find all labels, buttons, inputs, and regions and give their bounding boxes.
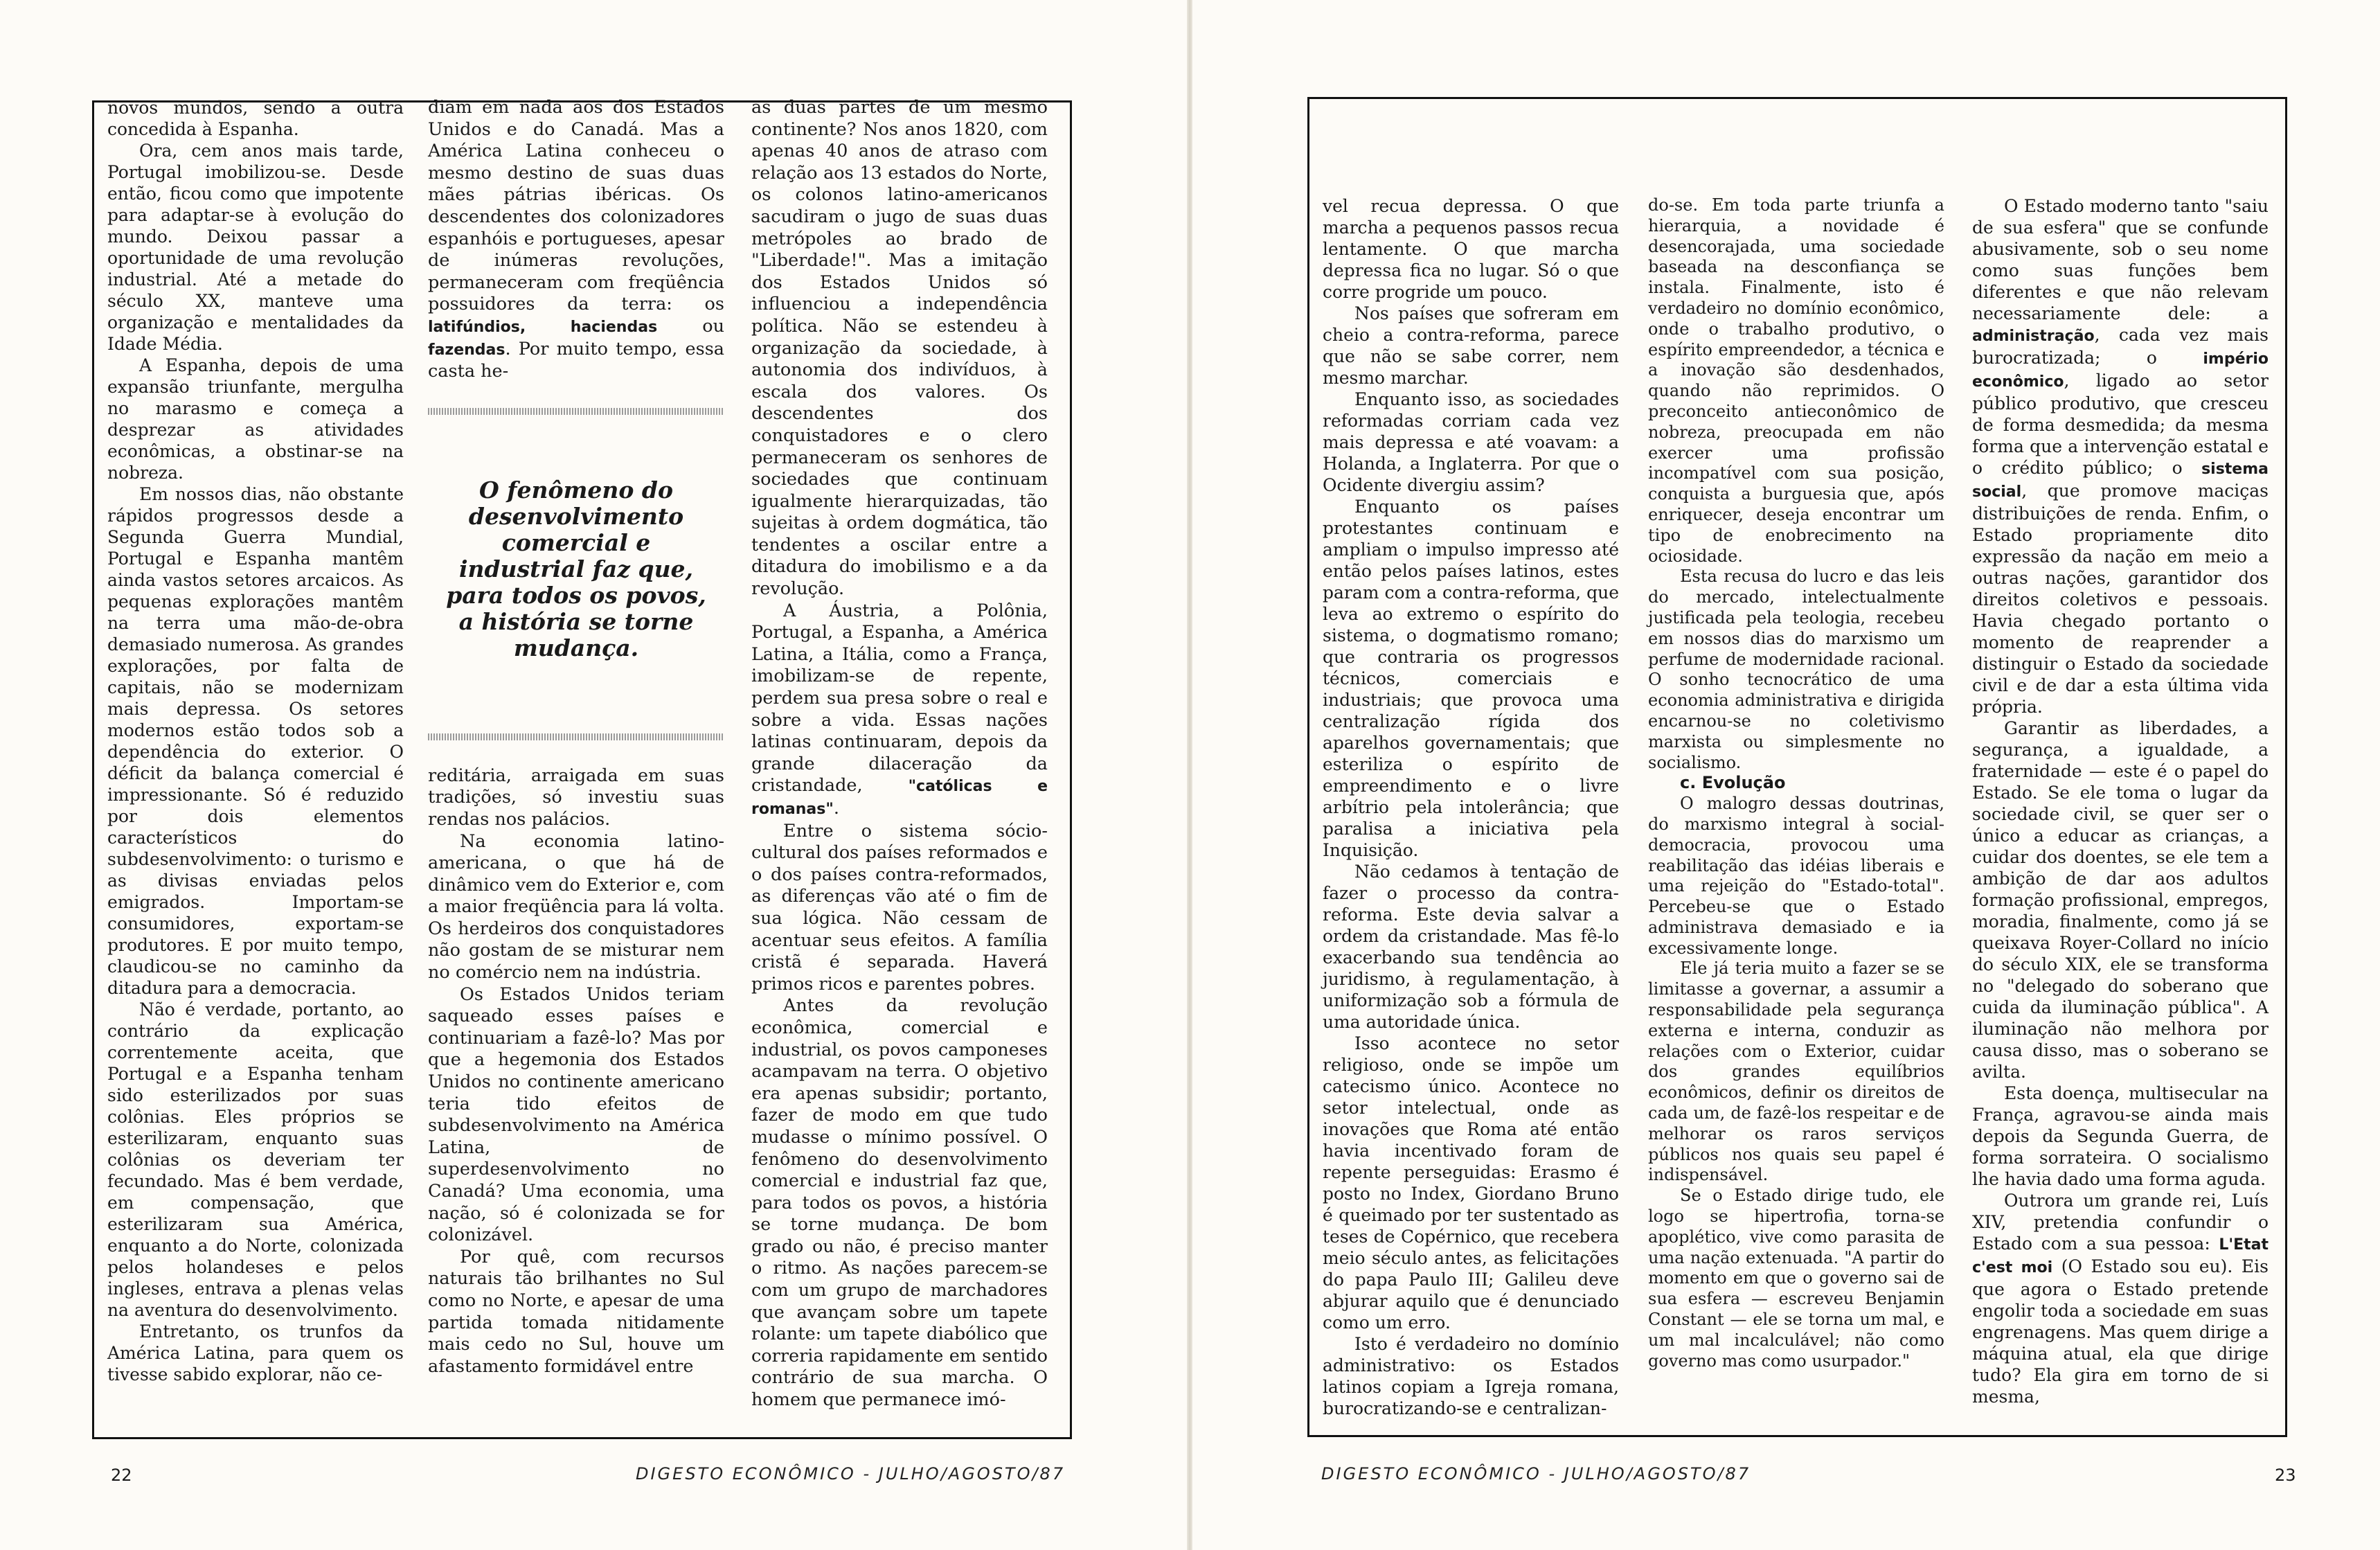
paragraph: Entre o sistema sócio-cultural dos países reformados e o dos países contra-reformados, as diferenças vão até o fim de sua lógica. Não cessam de acentuar seus efeitos. A família cristã é separada. Haverá primos ricos e parentes pobres. xyxy=(751,820,1048,995)
paragraph: Não é verdade, portanto, ao contrário da explicação correntemente aceita, que Portugal e a Espanha tenham sido esterilizados por suas colônias. Eles próprios se esterilizaram, enquanto suas colônias os deveriam ter fecundado. Mas é bem verdade, em compensação, que esterilizaram sua América, enquanto a do Norte, colonizada pelos holandeses e pelos ingleses, entrava a plenas velas na aventura do desenvolvimento. xyxy=(107,999,404,1320)
paragraph: Não cedamos à tentação de fazer o processo da contra-reforma. Este devia salvar a ordem da cristandade. Mas fê-lo exacerbando sua tendência ao juridismo, à regulamentação, à uniformização sob a fórmula de uma autoridade única. xyxy=(1323,862,1619,1032)
page-footer: DIGESTO ECONÔMICO - JULHO/AGOSTO/87 xyxy=(1321,1464,1751,1484)
right-column-3 xyxy=(1972,195,2269,1407)
paragraph: reditária, arraigada em suas tradições, só investiu suas rendas nos palácios. xyxy=(428,765,724,830)
paragraph: Outrora um grande rei, Luís XIV, pretendia confundir o Estado com a sua pessoa: L'Etat c'est moi (O Estado sou eu). Eis que agora o Estado pretende engolir toda a sociedade em suas engrenagens. Mas quem dirige a máquina atual, ela que dirige tudo? Ela gira em torno de si mesma, xyxy=(1972,1191,2269,1407)
pull-quote: O fenômeno do desenvolvimento comercial e industrial faz que, para todos os povos, a história se torne mudança. xyxy=(446,476,706,661)
page-footer: DIGESTO ECONÔMICO - JULHO/AGOSTO/87 xyxy=(636,1464,1066,1484)
paragraph: Esta doença, multisecular na França, agravou-se ainda mais depois da Segunda Guerra, de forma sorrateira. O socialismo lhe havia dado uma forma aguda. xyxy=(1972,1083,2269,1189)
pull-quote-top-rule xyxy=(428,408,724,415)
paragraph: diam em nada aos dos Estados Unidos e do Canadá. Mas a América Latina conheceu o mesmo destino de suas duas mães pátrias ibéricas. Os descendentes dos colonizadores espanhóis e portugueses, apesar de inúmeras revoluções, permaneceram com freqüência possuidores da terra: os latifúndios, haciendas ou fazendas. Por muito tempo, essa casta he- xyxy=(428,97,724,382)
paragraph: Na economia latino-americana, o que há de dinâmico vem do Exterior e, com a maior freqüência para lá volta. Os herdeiros dos conquistadores não gostam de se misturar nem no comércio nem na indústria. xyxy=(428,830,724,983)
left-column-2 xyxy=(428,97,724,1378)
paragraph: Entretanto, os trunfos da América Latina, para quem os tivesse sabido explorar, não ce- xyxy=(107,1321,404,1384)
page-number: 22 xyxy=(111,1466,132,1485)
paragraph: Se o Estado dirige tudo, ele logo se hipertrofia, torna-se apoplético, vive como parasita de uma nação extenuada. "A partir do momento em que o governo sai de sua esfera — escreveu Benjamin Constant — ele se torna um mal, e um mal incalculável; não como governo mas como usurpador." xyxy=(1648,1186,1944,1371)
paragraph: A Espanha, depois de uma expansão triunfante, mergulha no marasmo e começa a desprezar as atividades econômicas, a obstinar-se na nobreza. xyxy=(107,355,404,483)
paragraph: novos mundos, sendo a outra concedida à Espanha. xyxy=(107,98,404,139)
paragraph: O malogro dessas doutrinas, do marxismo integral à social-democracia, provocou uma reabilitação das idéias liberais e uma rejeição do "Estado-total". Percebeu-se que o Estado administrava demasiado e ia excessivamente longe. xyxy=(1648,794,1944,958)
paragraph: Em nossos dias, não obstante rápidos progressos desde a Segunda Guerra Mundial, Portugal e Espanha mantêm ainda vastos setores arcaicos. As pequenas explorações mantêm na terra uma mão-de-obra demasiado numerosa. As grandes explorações, por falta de capitais, não se modernizam mais depressa. Os setores modernos estão todos sob a dependência do exterior. O déficit da balança comercial é impressionante. Só é reduzido por dois elementos característicos do subdesenvolvimento: o turismo e as divisas enviadas pelos emigrados. Importam-se consumidores, exportam-se produtores. E por muito tempo, claudicou-se no caminho da ditadura para a democracia. xyxy=(107,484,404,998)
paragraph: Ora, cem anos mais tarde, Portugal imobilizou-se. Desde então, ficou como que impotente para adaptar-se à evolução do mundo. Deixou passar a oportunidade de uma revolução industrial. Até a metade do século XX, manteve uma organização e mentalidades da Idade Média. xyxy=(107,141,404,354)
paragraph: vel recua depressa. O que marcha a pequenos passos recua lentamente. O que marcha depressa fica no lugar. Só o que corre progride um pouco. xyxy=(1323,196,1619,302)
paragraph: Garantir as liberdades, a segurança, a igualdade, a fraternidade — este é o papel do Estado. Se ele toma o lugar da sociedade civil, se quer ser o único a educar as crianças, a cuidar dos doentes, se ele tem a ambição de dar aos adultos formação profissional, empregos, moradia, finalmente, como já se queixava Royer-Collard no início do século XIX, ele se transforma no "delegado do soberano que cuida da iluminação pública". A iluminação não melhora por causa disso, mas o soberano se avilta. xyxy=(1972,718,2269,1082)
section-subheading: c. Evolução xyxy=(1680,773,1786,793)
right-column-1 xyxy=(1323,195,1619,1419)
paragraph: Enquanto os países protestantes continuam e ampliam o impulso impresso até então pelos países latinos, estes param com a contra-reforma, que leva ao extremo o espírito do sistema, o dogmatismo romano; que contraria os progressos técnicos, comerciais e industriais; que provoca uma centralização rígida dos aparelhos governamentais; que esteriliza o espírito de empreendimento e o livre arbítrio pela intolerância; que paralisa a iniciativa pela Inquisição. xyxy=(1323,497,1619,860)
paragraph: Enquanto isso, as sociedades reformadas corriam cada vez mais depressa e até voavam: a Holanda, a Inglaterra. Por que o Ocidente divergiu assim? xyxy=(1323,389,1619,495)
paragraph: Isto é verdadeiro no domínio administrativo: os Estados latinos copiam a Igreja romana, burocratizando-se e centralizan- xyxy=(1323,1334,1619,1418)
paragraph: Por quê, com recursos naturais tão brilhantes no Sul como no Norte, e apesar de uma partida tomada nitidamente mais cedo no Sul, houve um afastamento formidável entre xyxy=(428,1246,724,1377)
paragraph: Esta recusa do lucro e das leis do mercado, intelectualmente justificada pela teologia, recebeu em nossos dias do marxismo um perfume de modernidade racional. O sonho tecnocrático de uma economia administrativa e dirigida encarnou-se no coletivismo marxista ou simplesmente no socialismo. xyxy=(1648,567,1944,772)
paragraph: as duas partes de um mesmo continente? Nos anos 1820, com apenas 40 anos de atraso com relação aos 13 estados do Norte, os colonos latino-americanos sacudiram o jugo de suas duas metrópoles ao brado de "Liberdade!". Mas a imitação dos Estados Unidos só influenciou a independência política. Não se estendeu à organização da sociedade, à autonomia dos indivíduos, à escala dos valores. Os descendentes dos conquistadores e o clero permaneceram os senhores de sociedades que continuam igualmente hierarquizadas, tão sujeitas à ordem dogmática, tão tendentes a oscilar entre a ditadura do imobilismo e a da revolução. xyxy=(751,97,1048,600)
paragraph: Isso acontece no setor religioso, onde se impõe um catecismo único. Acontece no setor intelectual, onde as inovações que Roma até então havia incentivado foram de repente perseguidas: Erasmo é posto no Index, Giordano Bruno é queimado por ter sustentado as teses de Copérnico, que recebera meio século antes, as felicitações do papa Paulo III; Galileu deve abjurar aquilo que é denunciado como um erro. xyxy=(1323,1033,1619,1333)
right-page xyxy=(1190,0,2380,1550)
paragraph: Os Estados Unidos teriam saqueado esses países e continuariam a fazê-lo? Mas por que a hegemonia dos Estados Unidos no continente americano teria tido efeitos de subdesenvolvimento na América Latina, de superdesenvolvimento no Canadá? Uma economia, uma nação, só é colonizada se for colonizável. xyxy=(428,983,724,1246)
page-number: 23 xyxy=(2275,1466,2296,1485)
left-column-3 xyxy=(751,97,1048,1411)
left-column-1 xyxy=(107,97,404,1385)
pull-quote-bottom-rule xyxy=(428,733,724,740)
paragraph: O Estado moderno tanto "saiu de sua esfera" que se confunde abusivamente, sob o seu nome como suas funções bem diferentes e que não relevam necessariamente dele: a administração, cada vez mais burocratizada; o império econômico, ligado ao setor público produtivo, que cresceu de forma desmedida; da mesma forma que a intervenção estatal e o crédito público; o sistema social, que promove maciças distribuições de renda. Enfim, o Estado propriamente dito expressão da nação em meio a outras nações, garantidor dos direitos coletivos e pessoais. Havia chegado portanto o momento de reaprender a distinguir o Estado da sociedade civil e de dar a esta última vida própria. xyxy=(1972,196,2269,717)
paragraph: Nos países que sofreram em cheio a contra-reforma, parece que não se sabe correr, nem mesmo marchar. xyxy=(1323,303,1619,388)
paragraph: do-se. Em toda parte triunfa a hierarquia, a novidade é desencorajada, uma sociedade baseada na desconfiança se instala. Finalmente, isto é verdadeiro no domínio econômico, onde o trabalho produtivo, o espírito empreendedor, a técnica e a inovação são desdenhados, quando não reprimidos. O preconceito antieconômico de nobreza, preocupada em não exercer uma profissão incompatível com sua posição, conquista a burguesia que, após enriquecer, deseja encontrar um tipo de enobrecimento na ociosidade. xyxy=(1648,195,1944,566)
right-column-2 xyxy=(1648,195,1944,1371)
paragraph: Ele já teria muito a fazer se se limitasse a governar, a assumir a responsabilidade pela segurança externa e interna, conduzir as relações com o Exterior, cuidar dos grandes equilíbrios econômicos, definir os direitos de cada um, de fazê-los respeitar e de melhorar os raros serviços públicos nos quais seu papel é indispensável. xyxy=(1648,959,1944,1185)
paragraph: A Áustria, a Polônia, Portugal, a Espanha, a América Latina, a Itália, como a França, imobilizam-se de repente, perdem sua presa sobre o real e sobre a vida. Essas nações latinas continuaram, depois da grande dilaceração da cristandade, "católicas e romanas". xyxy=(751,600,1048,819)
paragraph: Antes da revolução econômica, comercial e industrial, os povos camponeses acampavam na terra. O objetivo era apenas subsidir; portanto, fazer de modo em que tudo mudasse o mínimo possível. O fenômeno do desenvolvimento comercial e industrial faz que, para todos os povos, a história se torne mudança. De bom grado ou não, é preciso manter o ritmo. As nações parecem-se com um grupo de marchadores que avançam sobre um tapete rolante: um tapete diabólico que correria rapidamente em sentido contrário de sua marcha. O homem que permanece imó- xyxy=(751,995,1048,1411)
